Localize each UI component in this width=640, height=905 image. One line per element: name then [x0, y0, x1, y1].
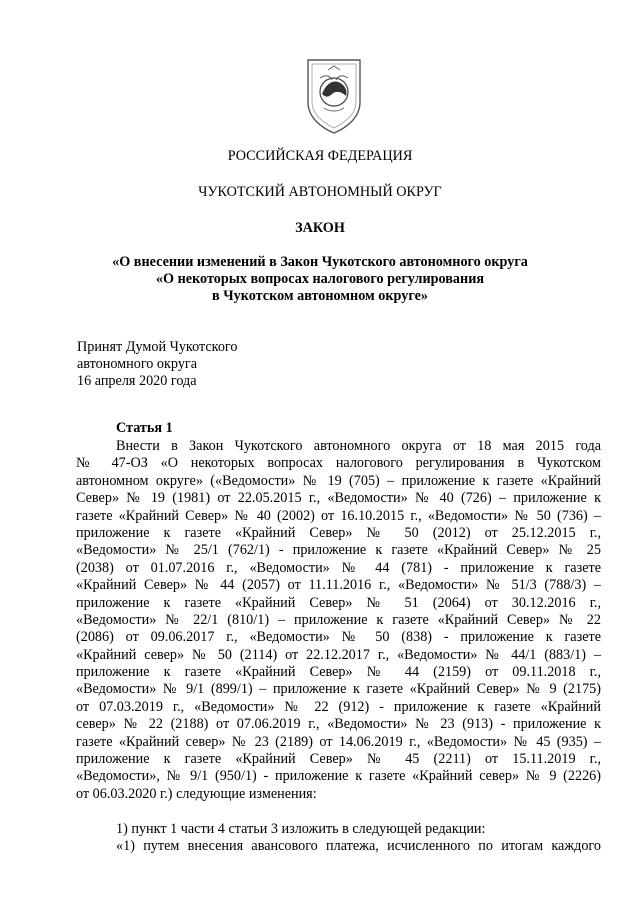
article-body: [76, 438, 601, 803]
body-line: север» № 22 (2188) от 07.06.2019 г., «Ведомости» № 23 (913) - приложение к: [76, 716, 601, 733]
body-line: «Ведомости» № 9/1 (899/1) – приложение к газете «Крайний Север» № 9 (2175): [76, 681, 601, 698]
body-line: автономном округе» («Ведомости» № 19 (705) – приложение к газете «Крайний: [76, 472, 601, 489]
body-line: № 47-ОЗ «О некоторых вопросах налогового регулирования в Чукотском: [76, 455, 601, 472]
article-title: Статья 1: [116, 420, 173, 436]
region-name: ЧУКОТСКИЙ АВТОНОМНЫЙ ОКРУГ: [198, 184, 442, 200]
body-line: «Ведомости» № 25/1 (762/1) - приложение к газете «Крайний Север» № 25: [76, 542, 601, 559]
body-line: Север» № 19 (1981) от 22.05.2015 г., «Ведомости» № 40 (726) – приложение к: [76, 490, 601, 507]
body-line: приложение к газете «Крайний Север» № 44 (2159) от 09.11.2018 г.,: [76, 664, 601, 681]
body-line: (2086) от 09.06.2017 г., «Ведомости» № 50 (838) - приложение к газете: [76, 629, 601, 646]
adoption-line: автономного округа: [77, 356, 198, 372]
amendment-item-1: 1) пункт 1 части 4 статьи 3 изложить в следующей редакции:: [116, 821, 486, 837]
body-line: «Крайний Север» № 44 (2057) от 11.11.2016 г., «Ведомости» № 51/3 (788/3) –: [76, 577, 601, 594]
body-line: «Ведомости» № 22/1 (810/1) – приложение к газете «Крайний Север» № 22: [76, 611, 601, 628]
body-line: Внести в Закон Чукотского автономного округа от 18 мая 2015 года: [116, 438, 601, 454]
adoption-line: Принят Думой Чукотского: [77, 339, 238, 355]
body-line: (2038) от 01.07.2016 г., «Ведомости» № 44 (781) - приложение к газете: [76, 559, 601, 576]
body-line: газете «Крайний Север» № 40 (2002) от 16.10.2015 г., «Ведомости» № 50 (736) –: [76, 507, 601, 524]
body-line: газете «Крайний север» № 23 (2189) от 14.06.2019 г., «Ведомости» № 45 (935) –: [76, 733, 601, 750]
coat-of-arms-icon: [302, 56, 366, 136]
body-line: приложение к газете «Крайний Север» № 45 (2211) от 15.11.2019 г.,: [76, 751, 601, 768]
law-title-line-1: «О внесении изменений в Закон Чукотского автономного округа: [112, 254, 528, 270]
adoption-info: [77, 339, 237, 390]
body-line: от 06.03.2020 г.) следующие изменения:: [76, 785, 317, 802]
body-line: «Ведомости», № 9/1 (950/1) - приложение к газете «Крайний север» № 9 (2226): [76, 768, 601, 785]
body-line: приложение к газете «Крайний Север» № 51 (2064) от 30.12.2016 г.,: [76, 594, 601, 611]
document-type: ЗАКОН: [295, 220, 345, 236]
body-line: приложение к газете «Крайний Север» № 50 (2012) от 25.12.2015 г.,: [76, 524, 601, 541]
law-title-line-3: в Чукотском автономном округе»: [212, 288, 428, 304]
body-line: «Крайний север» № 50 (2114) от 22.12.2017 г., «Ведомости» № 44/1 (883/1) –: [76, 646, 601, 663]
body-line: от 07.03.2019 г., «Ведомости» № 22 (912) - приложение к газете «Крайний: [76, 698, 601, 715]
country-name: РОССИЙСКАЯ ФЕДЕРАЦИЯ: [227, 148, 413, 164]
amendment-quote-line: «1) путем внесения авансового платежа, исчисленного по итогам каждого: [116, 838, 601, 854]
adoption-date: 16 апреля 2020 года: [77, 373, 197, 389]
law-title-line-2: «О некоторых вопросах налогового регулирования: [155, 271, 485, 287]
